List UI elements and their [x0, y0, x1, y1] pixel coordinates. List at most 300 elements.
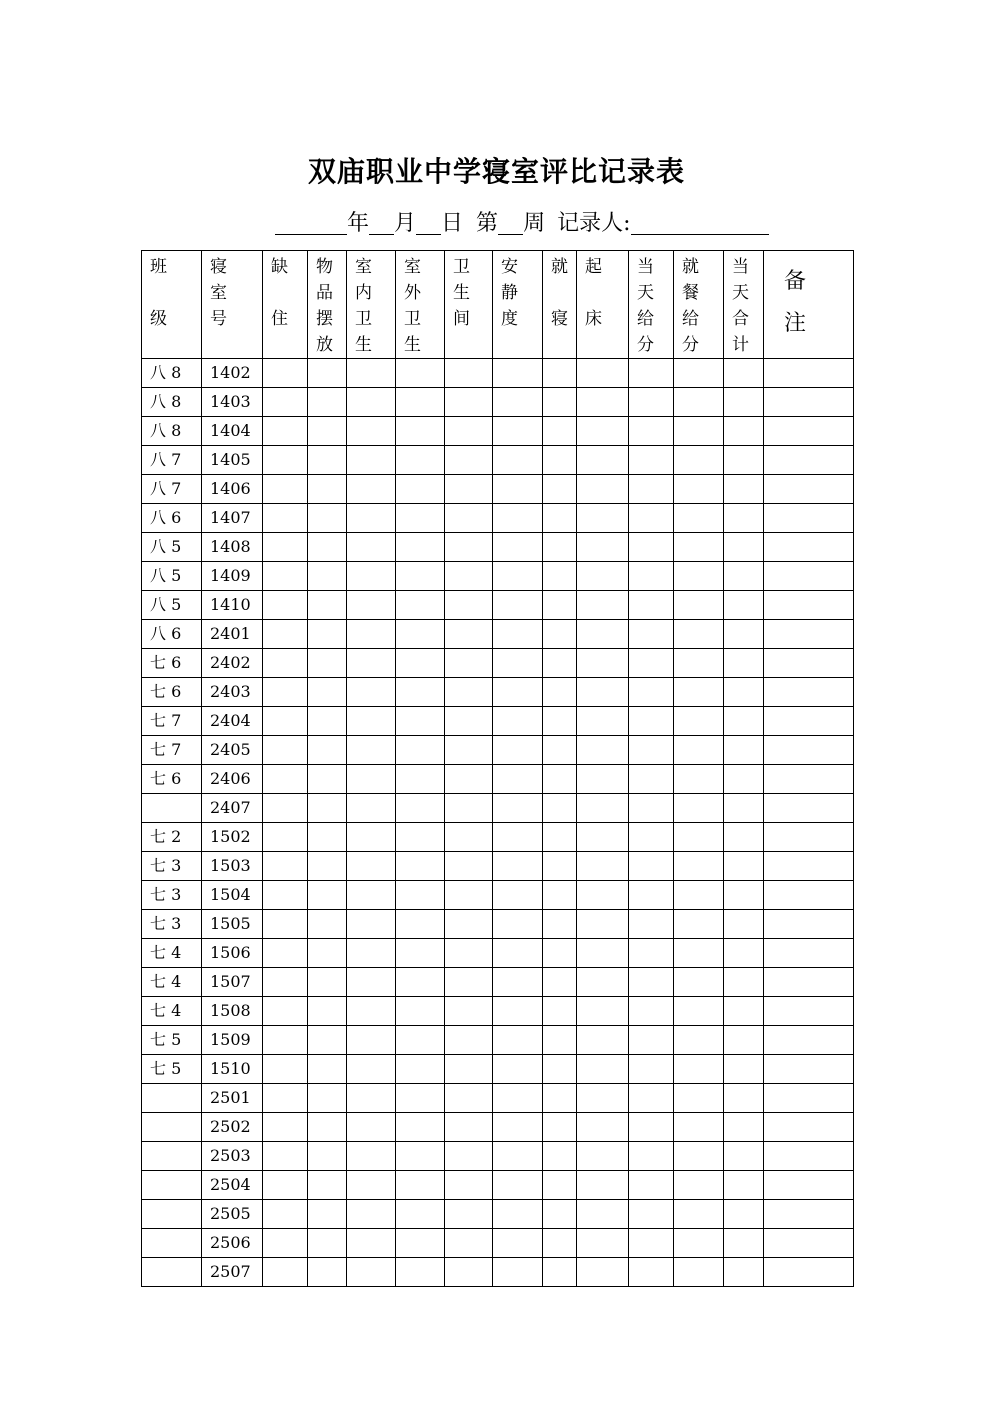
cell-day-total[interactable] [724, 1200, 764, 1229]
cell-remark[interactable] [764, 765, 854, 794]
cell-indoor[interactable] [347, 968, 396, 997]
cell-wakeup[interactable] [577, 475, 629, 504]
cell-wakeup[interactable] [577, 359, 629, 388]
cell-day-score[interactable] [629, 997, 674, 1026]
cell-meal-score[interactable] [674, 388, 724, 417]
cell-bathroom[interactable] [445, 1200, 493, 1229]
cell-day-score[interactable] [629, 1055, 674, 1084]
cell-bedtime[interactable] [543, 359, 577, 388]
cell-indoor[interactable] [347, 417, 396, 446]
cell-quiet[interactable] [493, 504, 543, 533]
cell-outdoor[interactable] [396, 504, 445, 533]
cell-items[interactable] [308, 881, 347, 910]
cell-absent[interactable] [263, 533, 308, 562]
cell-quiet[interactable] [493, 1026, 543, 1055]
cell-bathroom[interactable] [445, 649, 493, 678]
cell-day-score[interactable] [629, 1142, 674, 1171]
cell-day-score[interactable] [629, 446, 674, 475]
cell-day-score[interactable] [629, 823, 674, 852]
cell-meal-score[interactable] [674, 910, 724, 939]
cell-absent[interactable] [263, 678, 308, 707]
cell-items[interactable] [308, 823, 347, 852]
cell-bathroom[interactable] [445, 620, 493, 649]
cell-remark[interactable] [764, 504, 854, 533]
cell-items[interactable] [308, 562, 347, 591]
month-blank[interactable] [369, 207, 394, 235]
cell-outdoor[interactable] [396, 1200, 445, 1229]
cell-outdoor[interactable] [396, 620, 445, 649]
cell-day-score[interactable] [629, 707, 674, 736]
cell-meal-score[interactable] [674, 794, 724, 823]
cell-absent[interactable] [263, 475, 308, 504]
cell-day-score[interactable] [629, 852, 674, 881]
cell-items[interactable] [308, 910, 347, 939]
cell-outdoor[interactable] [396, 765, 445, 794]
cell-remark[interactable] [764, 1229, 854, 1258]
cell-day-total[interactable] [724, 1142, 764, 1171]
cell-day-score[interactable] [629, 678, 674, 707]
cell-items[interactable] [308, 620, 347, 649]
cell-remark[interactable] [764, 1258, 854, 1287]
cell-bedtime[interactable] [543, 620, 577, 649]
cell-day-total[interactable] [724, 736, 764, 765]
cell-items[interactable] [308, 1200, 347, 1229]
cell-wakeup[interactable] [577, 1055, 629, 1084]
cell-indoor[interactable] [347, 1026, 396, 1055]
cell-items[interactable] [308, 1113, 347, 1142]
cell-meal-score[interactable] [674, 1171, 724, 1200]
cell-indoor[interactable] [347, 678, 396, 707]
cell-outdoor[interactable] [396, 736, 445, 765]
cell-remark[interactable] [764, 1026, 854, 1055]
cell-meal-score[interactable] [674, 968, 724, 997]
cell-indoor[interactable] [347, 1258, 396, 1287]
cell-day-total[interactable] [724, 910, 764, 939]
cell-indoor[interactable] [347, 910, 396, 939]
cell-day-total[interactable] [724, 1084, 764, 1113]
cell-day-score[interactable] [629, 1229, 674, 1258]
cell-remark[interactable] [764, 881, 854, 910]
cell-items[interactable] [308, 417, 347, 446]
cell-bathroom[interactable] [445, 591, 493, 620]
cell-wakeup[interactable] [577, 1113, 629, 1142]
cell-remark[interactable] [764, 939, 854, 968]
cell-day-score[interactable] [629, 359, 674, 388]
cell-day-total[interactable] [724, 359, 764, 388]
cell-indoor[interactable] [347, 1200, 396, 1229]
cell-items[interactable] [308, 794, 347, 823]
cell-remark[interactable] [764, 562, 854, 591]
cell-indoor[interactable] [347, 881, 396, 910]
cell-items[interactable] [308, 533, 347, 562]
cell-items[interactable] [308, 765, 347, 794]
cell-items[interactable] [308, 591, 347, 620]
cell-wakeup[interactable] [577, 1084, 629, 1113]
week-blank[interactable] [498, 207, 523, 235]
cell-remark[interactable] [764, 620, 854, 649]
cell-absent[interactable] [263, 1229, 308, 1258]
cell-remark[interactable] [764, 852, 854, 881]
cell-day-total[interactable] [724, 881, 764, 910]
cell-day-total[interactable] [724, 388, 764, 417]
cell-indoor[interactable] [347, 533, 396, 562]
cell-wakeup[interactable] [577, 1229, 629, 1258]
cell-wakeup[interactable] [577, 997, 629, 1026]
cell-absent[interactable] [263, 1055, 308, 1084]
cell-meal-score[interactable] [674, 475, 724, 504]
cell-outdoor[interactable] [396, 1113, 445, 1142]
cell-bathroom[interactable] [445, 1026, 493, 1055]
cell-wakeup[interactable] [577, 1258, 629, 1287]
cell-absent[interactable] [263, 881, 308, 910]
cell-remark[interactable] [764, 475, 854, 504]
cell-absent[interactable] [263, 794, 308, 823]
cell-meal-score[interactable] [674, 939, 724, 968]
cell-items[interactable] [308, 939, 347, 968]
cell-outdoor[interactable] [396, 823, 445, 852]
cell-absent[interactable] [263, 765, 308, 794]
cell-remark[interactable] [764, 968, 854, 997]
cell-absent[interactable] [263, 446, 308, 475]
cell-meal-score[interactable] [674, 533, 724, 562]
cell-day-score[interactable] [629, 1258, 674, 1287]
cell-items[interactable] [308, 649, 347, 678]
cell-quiet[interactable] [493, 997, 543, 1026]
cell-wakeup[interactable] [577, 939, 629, 968]
cell-meal-score[interactable] [674, 359, 724, 388]
cell-day-total[interactable] [724, 823, 764, 852]
cell-day-total[interactable] [724, 504, 764, 533]
cell-meal-score[interactable] [674, 649, 724, 678]
cell-remark[interactable] [764, 533, 854, 562]
cell-meal-score[interactable] [674, 736, 724, 765]
cell-bathroom[interactable] [445, 707, 493, 736]
cell-items[interactable] [308, 504, 347, 533]
cell-indoor[interactable] [347, 1084, 396, 1113]
cell-wakeup[interactable] [577, 1171, 629, 1200]
day-blank[interactable] [416, 207, 441, 235]
cell-meal-score[interactable] [674, 1113, 724, 1142]
cell-day-total[interactable] [724, 475, 764, 504]
cell-day-score[interactable] [629, 475, 674, 504]
cell-remark[interactable] [764, 359, 854, 388]
cell-indoor[interactable] [347, 997, 396, 1026]
cell-absent[interactable] [263, 997, 308, 1026]
cell-indoor[interactable] [347, 591, 396, 620]
cell-outdoor[interactable] [396, 910, 445, 939]
cell-items[interactable] [308, 707, 347, 736]
cell-absent[interactable] [263, 707, 308, 736]
cell-remark[interactable] [764, 1055, 854, 1084]
cell-quiet[interactable] [493, 823, 543, 852]
cell-remark[interactable] [764, 997, 854, 1026]
cell-bedtime[interactable] [543, 823, 577, 852]
cell-bedtime[interactable] [543, 1171, 577, 1200]
cell-bedtime[interactable] [543, 736, 577, 765]
cell-indoor[interactable] [347, 388, 396, 417]
cell-items[interactable] [308, 388, 347, 417]
cell-quiet[interactable] [493, 446, 543, 475]
cell-remark[interactable] [764, 736, 854, 765]
cell-bathroom[interactable] [445, 388, 493, 417]
cell-day-score[interactable] [629, 1200, 674, 1229]
cell-bathroom[interactable] [445, 939, 493, 968]
cell-outdoor[interactable] [396, 1055, 445, 1084]
cell-day-total[interactable] [724, 649, 764, 678]
cell-absent[interactable] [263, 823, 308, 852]
cell-wakeup[interactable] [577, 446, 629, 475]
cell-bathroom[interactable] [445, 736, 493, 765]
cell-meal-score[interactable] [674, 852, 724, 881]
cell-remark[interactable] [764, 446, 854, 475]
cell-day-score[interactable] [629, 504, 674, 533]
cell-remark[interactable] [764, 1200, 854, 1229]
cell-bathroom[interactable] [445, 475, 493, 504]
cell-day-total[interactable] [724, 620, 764, 649]
cell-bedtime[interactable] [543, 533, 577, 562]
cell-remark[interactable] [764, 707, 854, 736]
cell-items[interactable] [308, 1142, 347, 1171]
cell-absent[interactable] [263, 736, 308, 765]
cell-meal-score[interactable] [674, 823, 724, 852]
cell-day-total[interactable] [724, 939, 764, 968]
cell-bedtime[interactable] [543, 1258, 577, 1287]
cell-quiet[interactable] [493, 881, 543, 910]
cell-wakeup[interactable] [577, 707, 629, 736]
cell-outdoor[interactable] [396, 968, 445, 997]
cell-quiet[interactable] [493, 359, 543, 388]
cell-quiet[interactable] [493, 475, 543, 504]
cell-meal-score[interactable] [674, 1229, 724, 1258]
cell-day-score[interactable] [629, 1084, 674, 1113]
cell-quiet[interactable] [493, 765, 543, 794]
cell-indoor[interactable] [347, 1171, 396, 1200]
cell-bedtime[interactable] [543, 446, 577, 475]
cell-meal-score[interactable] [674, 1200, 724, 1229]
cell-remark[interactable] [764, 678, 854, 707]
cell-bedtime[interactable] [543, 678, 577, 707]
cell-indoor[interactable] [347, 707, 396, 736]
cell-outdoor[interactable] [396, 475, 445, 504]
cell-bedtime[interactable] [543, 1113, 577, 1142]
cell-remark[interactable] [764, 794, 854, 823]
cell-items[interactable] [308, 997, 347, 1026]
cell-bathroom[interactable] [445, 1229, 493, 1258]
cell-day-total[interactable] [724, 852, 764, 881]
cell-meal-score[interactable] [674, 1142, 724, 1171]
cell-day-total[interactable] [724, 765, 764, 794]
cell-quiet[interactable] [493, 910, 543, 939]
cell-items[interactable] [308, 1084, 347, 1113]
cell-absent[interactable] [263, 1113, 308, 1142]
cell-quiet[interactable] [493, 678, 543, 707]
cell-meal-score[interactable] [674, 1026, 724, 1055]
cell-quiet[interactable] [493, 591, 543, 620]
cell-bedtime[interactable] [543, 1142, 577, 1171]
cell-outdoor[interactable] [396, 649, 445, 678]
cell-bathroom[interactable] [445, 823, 493, 852]
cell-indoor[interactable] [347, 475, 396, 504]
cell-quiet[interactable] [493, 939, 543, 968]
cell-indoor[interactable] [347, 736, 396, 765]
cell-remark[interactable] [764, 591, 854, 620]
cell-remark[interactable] [764, 649, 854, 678]
cell-wakeup[interactable] [577, 417, 629, 446]
cell-remark[interactable] [764, 1113, 854, 1142]
cell-outdoor[interactable] [396, 881, 445, 910]
cell-bedtime[interactable] [543, 707, 577, 736]
cell-day-score[interactable] [629, 591, 674, 620]
cell-quiet[interactable] [493, 1142, 543, 1171]
cell-day-score[interactable] [629, 533, 674, 562]
cell-indoor[interactable] [347, 852, 396, 881]
cell-absent[interactable] [263, 504, 308, 533]
cell-bathroom[interactable] [445, 562, 493, 591]
cell-bedtime[interactable] [543, 475, 577, 504]
cell-wakeup[interactable] [577, 620, 629, 649]
cell-absent[interactable] [263, 852, 308, 881]
cell-day-total[interactable] [724, 794, 764, 823]
cell-outdoor[interactable] [396, 591, 445, 620]
cell-indoor[interactable] [347, 649, 396, 678]
cell-day-score[interactable] [629, 910, 674, 939]
cell-items[interactable] [308, 475, 347, 504]
cell-indoor[interactable] [347, 504, 396, 533]
cell-wakeup[interactable] [577, 533, 629, 562]
year-blank[interactable] [275, 207, 347, 235]
cell-day-total[interactable] [724, 533, 764, 562]
cell-bathroom[interactable] [445, 1142, 493, 1171]
cell-bathroom[interactable] [445, 881, 493, 910]
cell-wakeup[interactable] [577, 823, 629, 852]
cell-wakeup[interactable] [577, 910, 629, 939]
cell-day-total[interactable] [724, 1258, 764, 1287]
cell-absent[interactable] [263, 1200, 308, 1229]
cell-meal-score[interactable] [674, 1084, 724, 1113]
cell-quiet[interactable] [493, 388, 543, 417]
cell-outdoor[interactable] [396, 678, 445, 707]
cell-indoor[interactable] [347, 1055, 396, 1084]
cell-absent[interactable] [263, 417, 308, 446]
cell-meal-score[interactable] [674, 997, 724, 1026]
cell-meal-score[interactable] [674, 881, 724, 910]
cell-indoor[interactable] [347, 1113, 396, 1142]
cell-day-score[interactable] [629, 736, 674, 765]
cell-meal-score[interactable] [674, 707, 724, 736]
cell-items[interactable] [308, 678, 347, 707]
cell-bedtime[interactable] [543, 1200, 577, 1229]
cell-day-total[interactable] [724, 678, 764, 707]
cell-absent[interactable] [263, 562, 308, 591]
cell-meal-score[interactable] [674, 765, 724, 794]
cell-absent[interactable] [263, 649, 308, 678]
cell-wakeup[interactable] [577, 591, 629, 620]
cell-day-total[interactable] [724, 1229, 764, 1258]
cell-day-total[interactable] [724, 446, 764, 475]
cell-wakeup[interactable] [577, 852, 629, 881]
cell-items[interactable] [308, 359, 347, 388]
cell-meal-score[interactable] [674, 562, 724, 591]
cell-bedtime[interactable] [543, 388, 577, 417]
cell-indoor[interactable] [347, 562, 396, 591]
cell-indoor[interactable] [347, 1229, 396, 1258]
cell-outdoor[interactable] [396, 359, 445, 388]
cell-absent[interactable] [263, 388, 308, 417]
cell-wakeup[interactable] [577, 1026, 629, 1055]
cell-bedtime[interactable] [543, 591, 577, 620]
cell-bathroom[interactable] [445, 446, 493, 475]
cell-absent[interactable] [263, 591, 308, 620]
cell-indoor[interactable] [347, 446, 396, 475]
cell-outdoor[interactable] [396, 852, 445, 881]
cell-day-score[interactable] [629, 765, 674, 794]
cell-bedtime[interactable] [543, 910, 577, 939]
cell-absent[interactable] [263, 359, 308, 388]
cell-items[interactable] [308, 1258, 347, 1287]
cell-items[interactable] [308, 852, 347, 881]
cell-bedtime[interactable] [543, 504, 577, 533]
cell-day-score[interactable] [629, 620, 674, 649]
cell-day-score[interactable] [629, 968, 674, 997]
cell-day-score[interactable] [629, 939, 674, 968]
cell-items[interactable] [308, 446, 347, 475]
cell-day-score[interactable] [629, 417, 674, 446]
cell-outdoor[interactable] [396, 1171, 445, 1200]
cell-bathroom[interactable] [445, 765, 493, 794]
cell-bathroom[interactable] [445, 359, 493, 388]
cell-bathroom[interactable] [445, 1171, 493, 1200]
cell-indoor[interactable] [347, 1142, 396, 1171]
cell-remark[interactable] [764, 1142, 854, 1171]
cell-bathroom[interactable] [445, 997, 493, 1026]
cell-absent[interactable] [263, 910, 308, 939]
cell-quiet[interactable] [493, 649, 543, 678]
cell-quiet[interactable] [493, 562, 543, 591]
cell-quiet[interactable] [493, 1055, 543, 1084]
cell-day-score[interactable] [629, 794, 674, 823]
cell-indoor[interactable] [347, 939, 396, 968]
cell-bathroom[interactable] [445, 1113, 493, 1142]
cell-meal-score[interactable] [674, 620, 724, 649]
cell-day-total[interactable] [724, 1055, 764, 1084]
cell-outdoor[interactable] [396, 1258, 445, 1287]
cell-wakeup[interactable] [577, 504, 629, 533]
cell-remark[interactable] [764, 388, 854, 417]
cell-outdoor[interactable] [396, 707, 445, 736]
cell-items[interactable] [308, 1026, 347, 1055]
cell-outdoor[interactable] [396, 1142, 445, 1171]
cell-meal-score[interactable] [674, 504, 724, 533]
cell-outdoor[interactable] [396, 562, 445, 591]
cell-bedtime[interactable] [543, 765, 577, 794]
cell-day-total[interactable] [724, 1026, 764, 1055]
cell-quiet[interactable] [493, 707, 543, 736]
cell-bedtime[interactable] [543, 1055, 577, 1084]
cell-quiet[interactable] [493, 533, 543, 562]
cell-bedtime[interactable] [543, 852, 577, 881]
cell-bathroom[interactable] [445, 1084, 493, 1113]
cell-wakeup[interactable] [577, 678, 629, 707]
cell-quiet[interactable] [493, 852, 543, 881]
cell-bathroom[interactable] [445, 910, 493, 939]
cell-day-total[interactable] [724, 997, 764, 1026]
cell-bedtime[interactable] [543, 1026, 577, 1055]
cell-absent[interactable] [263, 1084, 308, 1113]
cell-wakeup[interactable] [577, 1200, 629, 1229]
cell-day-score[interactable] [629, 1113, 674, 1142]
cell-meal-score[interactable] [674, 1258, 724, 1287]
cell-day-score[interactable] [629, 1026, 674, 1055]
